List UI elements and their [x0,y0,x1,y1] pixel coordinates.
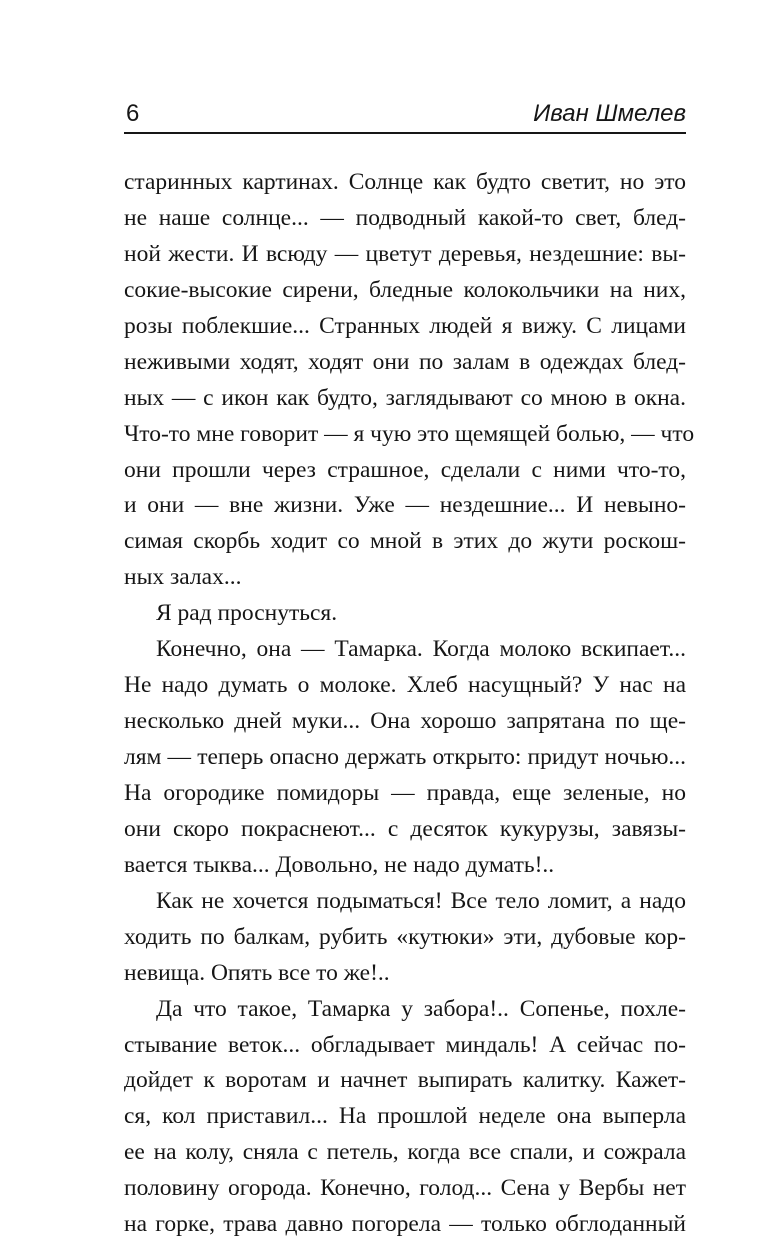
text-line: ходить по балкам, рубить «кутюки» эти, дубовые кор- [124,923,686,950]
text-line: Конечно, она — Тамарка. Когда молоко вскипает... [156,636,686,663]
text-line: и они — вне жизни. Уже — нездешние... И невыно- [124,492,686,519]
text-line: неживыми ходят, ходят они по залам в одеждах блед- [124,348,686,375]
text-line: ся, кол приставил... На прошлой неделе она выперла [124,1103,686,1130]
page-number: 6 [126,100,140,127]
text-line: они прошли через страшное, сделали с ними что-то, [124,456,686,483]
text-line: ной жести. И всюду — цветут деревья, нездешние: вы- [124,240,686,267]
text-line: На огородике помидоры — правда, еще зеленые, но [124,779,686,806]
text-line: сокие-высокие сирени, бледные колокольчики на них, [124,276,686,303]
text-line: они скоро покраснеют... с десяток кукурузы, завязы- [124,815,686,842]
text-line: половину огорода. Конечно, голод... Сена у Вербы нет [124,1175,686,1202]
book-page [124,0,695,1240]
text-line: на горке, трава давно погорела — только обглоданный [124,1211,686,1238]
text-line: не наше солнце... — подводный какой-то свет, блед- [124,204,686,231]
text-line: лям — теперь опасно держать открыто: придут ночью... [124,744,686,770]
text-line: ных залах... [124,564,242,591]
text-line: старинных картинах. Солнце как будто светит, но это [124,169,686,195]
text-line: дойдет к воротам и начнет выпирать калитку. Кажет- [124,1067,686,1094]
text-line: ных — с икон как будто, заглядывают со мною в окна. [124,384,686,411]
text-line: стывание веток... обгладывает миндаль! А сейчас по- [124,1031,686,1058]
text-line: Да что такое, Тамарка у забора!.. Сопенье, похле- [156,995,686,1022]
text-line: Не надо думать о молоке. Хлеб насущный? У нас на [124,672,686,699]
text-line: розы поблекшие... Странных людей я вижу. С лицами [124,312,686,339]
text-line: ее на колу, сняла с петель, когда все спали, и сожрала [124,1139,686,1166]
text-line: симая скорбь ходит со мной в этих до жути роскош- [124,528,686,555]
text-line: несколько дней муки... Она хорошо запрятана по ще- [124,708,686,735]
running-head [124,98,686,134]
body-text [124,165,695,1243]
text-line: Как не хочется подыматься! Все тело ломит, а надо [156,887,686,914]
text-line: Что-то мне говорит — я чую это щемящей болью, — что [124,420,695,447]
text-line: вается тыква... Довольно, не надо думать!.. [124,851,555,878]
text-line: невища. Опять все то же!.. [124,959,390,986]
text-line: Я рад проснуться. [156,600,338,627]
running-head-author: Иван Шмелев [533,100,686,127]
